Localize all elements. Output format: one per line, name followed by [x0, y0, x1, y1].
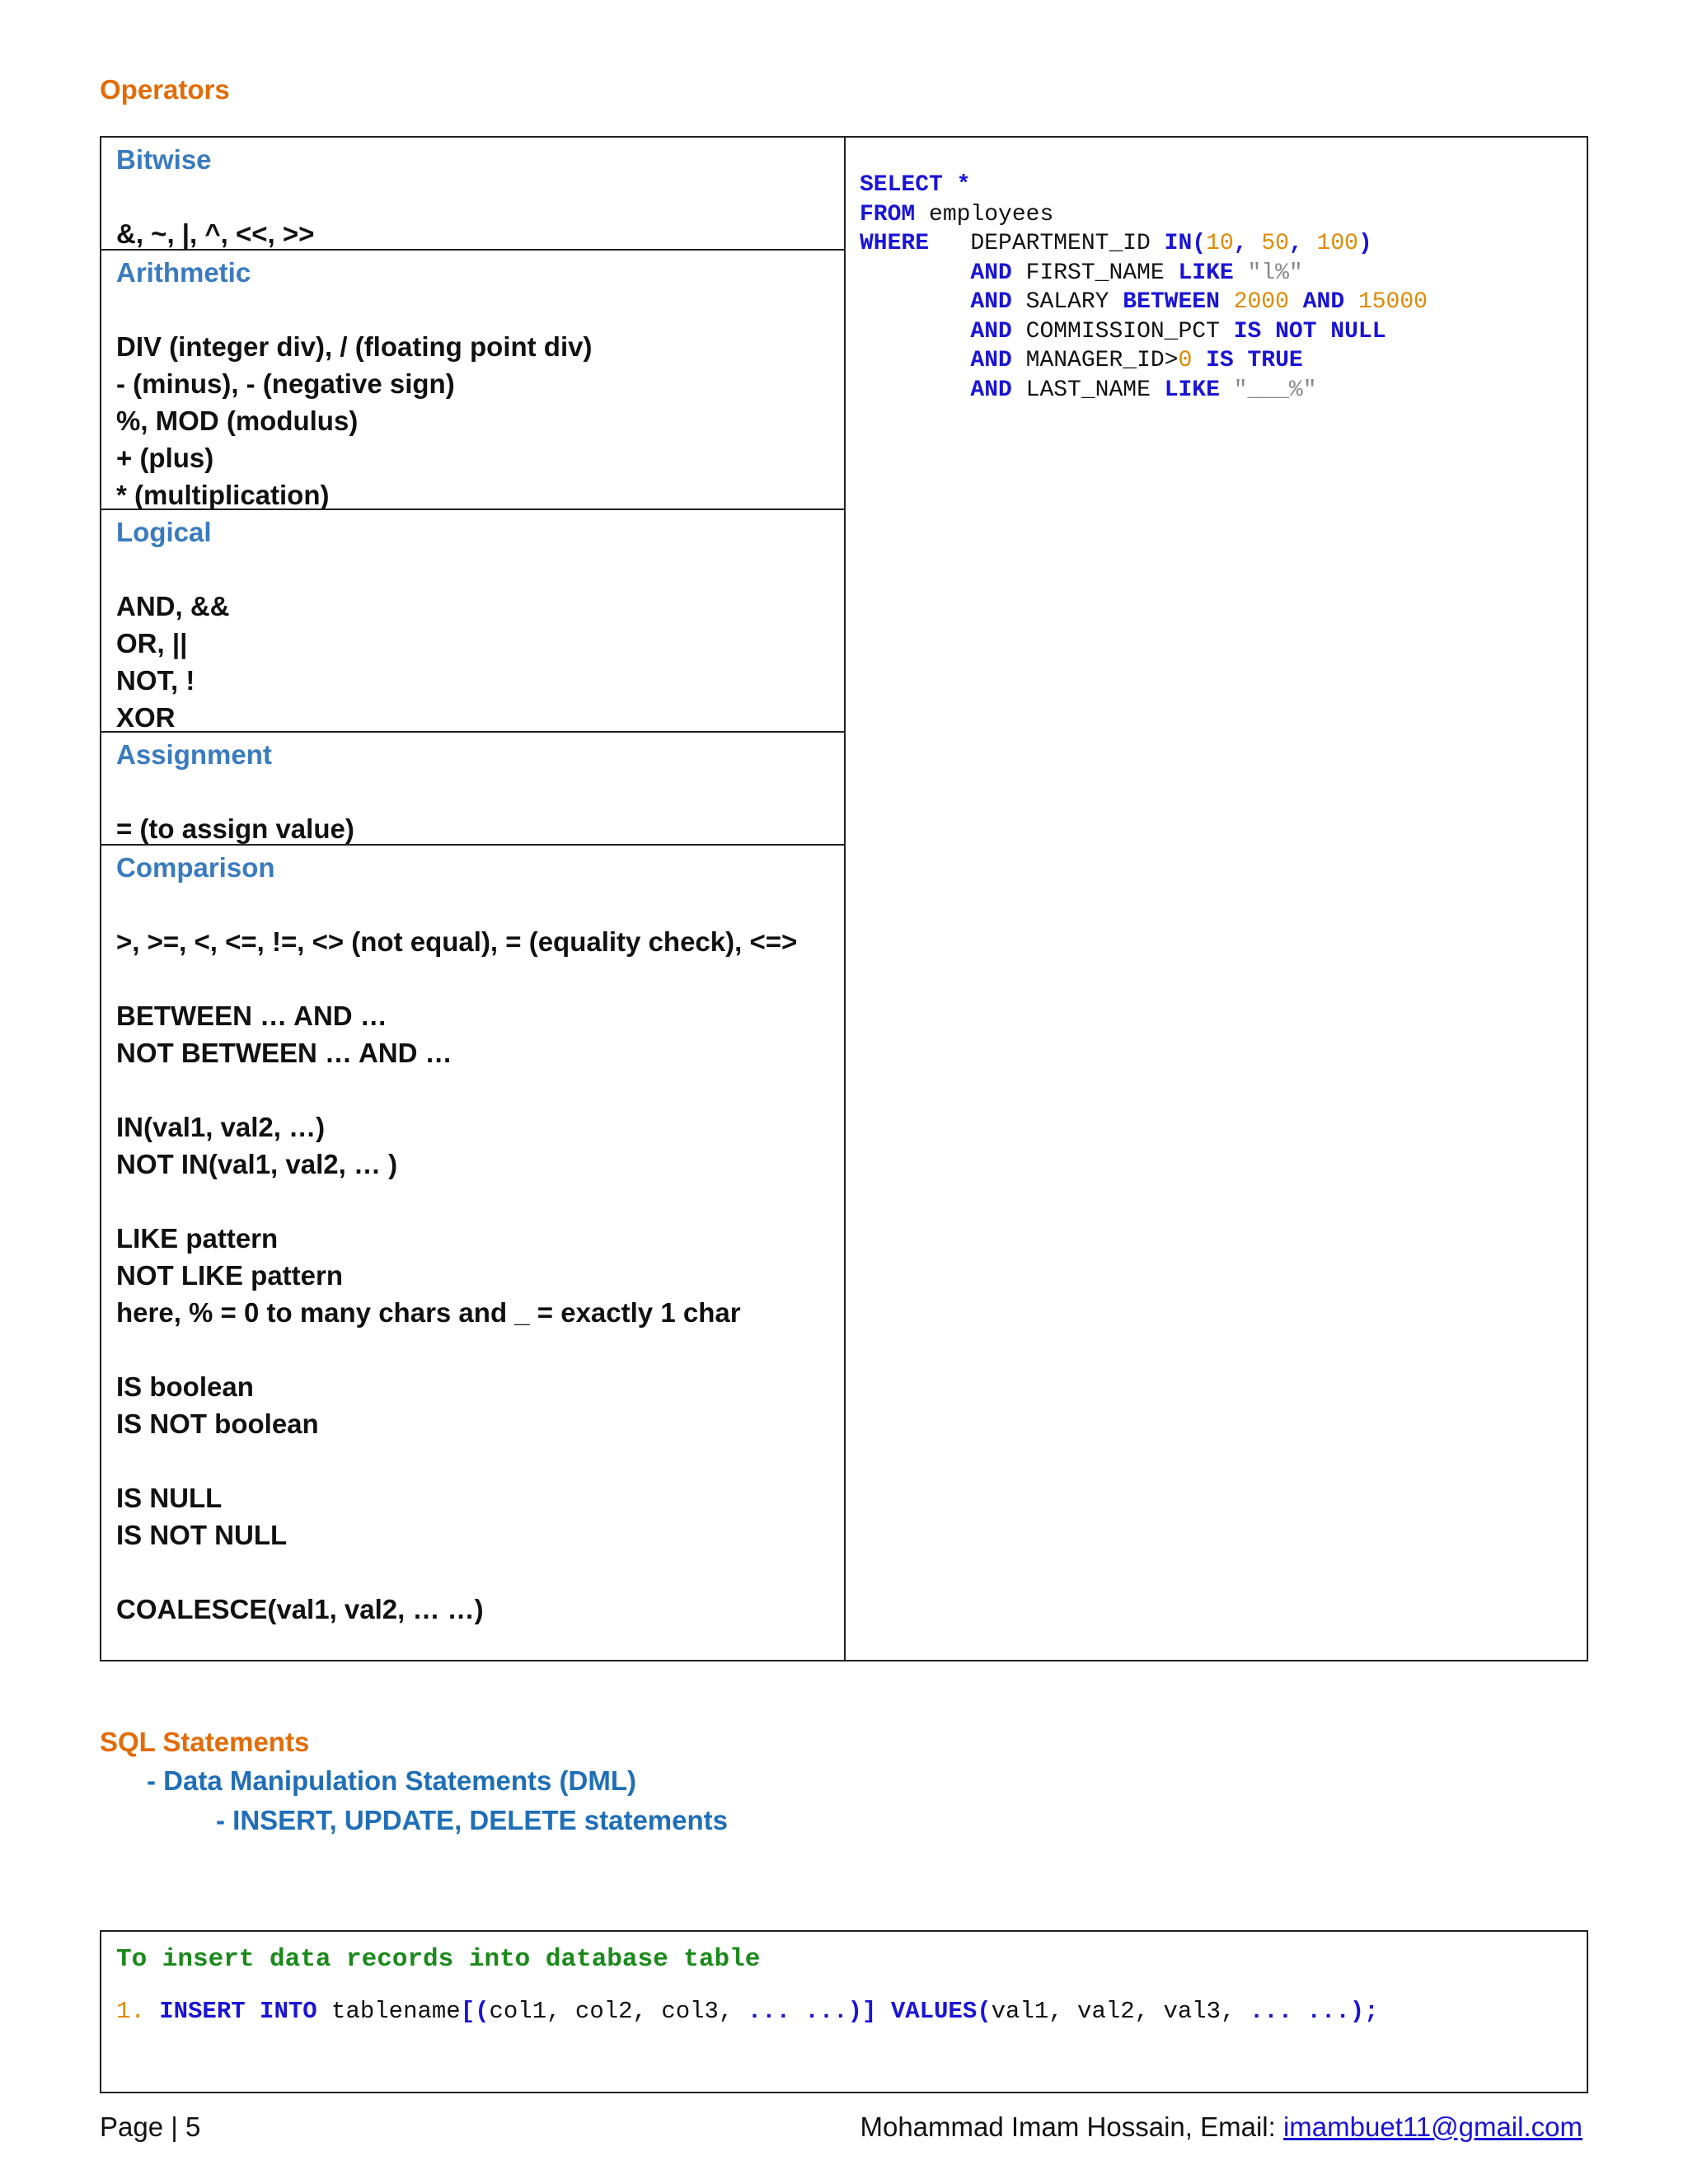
- code-and: AND: [970, 318, 1012, 344]
- code-and: AND: [970, 348, 1012, 373]
- code-like: LIKE: [1164, 377, 1220, 403]
- assignment-line: = (to assign value): [116, 813, 354, 844]
- code-and: AND: [970, 289, 1012, 315]
- code-punct: )]: [847, 1998, 877, 2025]
- code-punct: [(: [460, 1998, 490, 2025]
- dml-heading: - Data Manipulation Statements (DML): [147, 1765, 637, 1796]
- assignment-title: Assignment: [116, 739, 272, 770]
- code-and: AND: [970, 377, 1012, 403]
- logical-line: [116, 551, 829, 588]
- code-indent: [860, 377, 970, 403]
- comparison-line: NOT LIKE pattern: [116, 1260, 344, 1291]
- code-insert-into: INSERT INTO: [159, 1998, 317, 2025]
- code-from-table: employees: [915, 201, 1054, 227]
- comparison-line: [116, 886, 829, 923]
- code-like: LIKE: [1178, 260, 1234, 286]
- comparison-line: NOT BETWEEN … AND …: [116, 1038, 452, 1068]
- comparison-line: BETWEEN … AND …: [116, 1001, 387, 1031]
- insert-statement: [116, 1998, 1379, 2025]
- email-link[interactable]: imambuet11@gmail.com: [1282, 2111, 1582, 2142]
- code-text: COMMISSION_PCT: [1011, 318, 1234, 344]
- code-punct: ): [1357, 231, 1372, 256]
- code-number: 50: [1261, 231, 1289, 256]
- comparison-line: COALESCE(val1, val2, … …): [116, 1594, 484, 1624]
- arithmetic-line: %, MOD (modulus): [116, 405, 359, 436]
- code-indent: [860, 319, 970, 344]
- code-is-true: IS TRUE: [1192, 348, 1303, 373]
- comparison-line: [116, 1331, 829, 1368]
- author-text: Mohammad Imam Hossain, Email:: [860, 2111, 1283, 2142]
- operators-table: [100, 136, 1588, 1661]
- comparison-line: NOT IN(val1, val2, … ): [116, 1149, 398, 1179]
- code-and: AND: [1302, 289, 1345, 315]
- bitwise-cell: [101, 138, 844, 251]
- arithmetic-line: - (minus), - (negative sign): [116, 368, 455, 399]
- code-string: "___%": [1219, 377, 1317, 403]
- bitwise-line: &, ~, |, ^, <<, >>: [116, 218, 315, 249]
- logical-line: NOT, !: [116, 665, 195, 696]
- dml-subheading: - INSERT, UPDATE, DELETE statements: [216, 1805, 728, 1835]
- logical-title: Logical: [116, 517, 212, 547]
- code-string: "l%": [1233, 260, 1303, 286]
- code-is-not-null: IS NOT NULL: [1233, 318, 1386, 344]
- operators-left-column: [101, 138, 846, 1660]
- comparison-title: Comparison: [116, 852, 275, 883]
- arithmetic-line: * (multiplication): [116, 480, 330, 510]
- code-number: 2000: [1219, 289, 1303, 315]
- comparison-line: here, % = 0 to many chars and _ = exactly 1 char: [116, 1297, 741, 1328]
- code-select: SELECT *: [860, 172, 971, 198]
- code-text: MANAGER_ID>: [1011, 348, 1179, 373]
- arithmetic-line: DIV (integer div), / (floating point div): [116, 331, 593, 362]
- code-punct: );: [1349, 1998, 1379, 2025]
- code-number: 15000: [1344, 289, 1428, 315]
- bitwise-line: [116, 178, 829, 215]
- code-text: val1, val2, val3,: [991, 1998, 1236, 2025]
- logical-line: OR, ||: [116, 628, 188, 658]
- sql-example-code: [860, 171, 1428, 405]
- code-from: FROM: [860, 201, 916, 227]
- code-text: DEPARTMENT_ID: [929, 231, 1165, 256]
- logical-cell: [101, 510, 844, 733]
- code-values: VALUES(: [890, 1998, 992, 2025]
- assignment-line: [116, 773, 829, 810]
- code-number: 10: [1206, 231, 1234, 256]
- code-text: col1, col2, col3,: [489, 1998, 734, 2025]
- comparison-line: >, >=, <, <=, !=, <> (not equal), = (equality check), <=>: [116, 926, 798, 957]
- comparison-line: [116, 1183, 829, 1220]
- comparison-line: IN(val1, val2, …): [116, 1112, 326, 1142]
- arithmetic-line: + (plus): [116, 443, 214, 473]
- comparison-line: IS NOT NULL: [116, 1520, 288, 1550]
- comparison-line: [116, 1442, 829, 1479]
- comparison-line: [116, 1554, 829, 1591]
- code-indent: [860, 348, 970, 373]
- comparison-line: LIKE pattern: [116, 1223, 279, 1254]
- operators-heading: Operators: [100, 74, 230, 105]
- line-number: 1.: [116, 1998, 145, 2025]
- code-and: AND: [970, 260, 1012, 286]
- code-dots: ... ...: [1235, 1998, 1350, 2025]
- arithmetic-title: Arithmetic: [116, 257, 251, 288]
- comparison-line: [116, 960, 829, 997]
- comparison-line: IS NULL: [116, 1483, 223, 1513]
- page-number: Page | 5: [100, 2111, 201, 2142]
- assignment-cell: [101, 733, 844, 846]
- code-dots: ... ...: [733, 1998, 848, 2025]
- code-where: WHERE: [860, 231, 930, 256]
- insert-code-box: [100, 1930, 1588, 2093]
- sql-statements-heading: SQL Statements: [100, 1727, 310, 1757]
- logical-line: XOR: [116, 702, 176, 733]
- code-between: BETWEEN: [1123, 289, 1220, 315]
- code-text: SALARY: [1011, 289, 1123, 315]
- bitwise-title: Bitwise: [116, 144, 212, 175]
- comparison-cell: [101, 846, 844, 1631]
- code-number: 0: [1178, 348, 1193, 373]
- footer-author: [860, 2111, 1582, 2143]
- code-indent: [860, 289, 970, 315]
- code-punct: ,: [1233, 231, 1262, 256]
- arithmetic-line: [116, 291, 829, 328]
- arithmetic-cell: [101, 251, 844, 510]
- code-text: FIRST_NAME: [1011, 260, 1179, 286]
- comparison-line: IS NOT boolean: [116, 1408, 319, 1439]
- comparison-line: IS boolean: [116, 1371, 254, 1402]
- insert-comment: To insert data records into database table: [116, 1945, 761, 1974]
- code-number: 100: [1316, 231, 1358, 256]
- code-text: LAST_NAME: [1011, 377, 1165, 403]
- code-text: tablename: [316, 1998, 461, 2025]
- code-indent: [860, 260, 970, 286]
- code-in: IN(: [1164, 231, 1207, 256]
- comparison-line: [116, 1071, 829, 1108]
- logical-line: AND, &&: [116, 591, 230, 621]
- code-punct: ,: [1288, 231, 1317, 256]
